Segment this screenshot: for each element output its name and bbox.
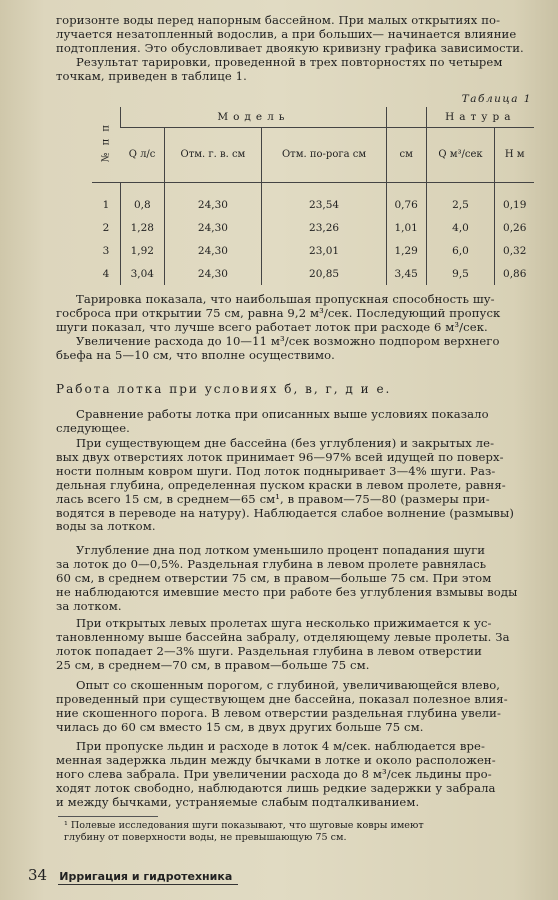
text-line: воды за лотком. (56, 519, 156, 534)
text-line: Тарировка показала, что наибольшая пропускная способность шу- (76, 292, 495, 306)
journal-title: Ирригация и гидротехника (59, 870, 233, 883)
table-row: 1 0,8 24,30 23,54 0,76 2,5 0,19 (92, 183, 534, 217)
col-header: Н м (495, 128, 534, 183)
text-line: менная задержка льдин между бычками в лотке и около расположен- (56, 752, 496, 767)
text-line: шуги показал, что лучше всего работает лоток при расходе 6 м³/сек. (56, 319, 488, 334)
text-line: Результат тарировки, проведенной в трех повторностях по четырем (76, 54, 503, 69)
text-line: При открытых левых пролетах шуга несколько прижимается к ус- (76, 616, 492, 630)
col-header: Q л/с (121, 128, 165, 183)
footnote (56, 820, 534, 844)
table-row: 2 1,28 24,30 23,26 1,01 4,0 0,26 (92, 216, 534, 239)
text-line: госброса при открытии 75 см, равна 9,2 м³/сек. Последующий пропуск (56, 305, 501, 320)
text-line: бьефа на 5—10 см, что вполне осуществимо. (56, 347, 335, 362)
text-line: и между бычками, устраняемые слабым подталкиванием. (56, 794, 420, 809)
col-header: Отм. г. в. см (164, 128, 262, 183)
text-line: Увеличение расхода до 10—11 м³/сек возможно подпором верхнего (76, 333, 500, 348)
num-column-header: № п п (100, 122, 112, 163)
calibration-table (92, 107, 534, 285)
paragraph-ice-floes (56, 740, 534, 810)
page-number: 34 (28, 866, 48, 884)
text-line: лась всего 15 см, в среднем—65 см¹, в правом—75—80 (размеры при- (56, 491, 490, 506)
paragraph-open-spans (56, 617, 534, 673)
paragraph-sloped-sill (56, 679, 534, 735)
table-row: 4 3,04 24,30 20,85 3,45 9,5 0,86 (92, 262, 534, 285)
table-row: 3 1,92 24,30 23,01 1,29 6,0 0,32 (92, 239, 534, 262)
text-line: подтопления. Это обусловливает двоякую кривизну графика зависимости. (56, 40, 524, 55)
footnote-line: глубину от поверхности воды, не превышающую 75 см. (64, 832, 347, 843)
text-line: ходят лоток свободно, наблюдаются лишь редкие задержки у забрала (56, 780, 496, 795)
text-line: ние скошенного порога. В левом отверстии раздельная глубина увели- (56, 705, 501, 720)
text-line: лоток попадает 2—3% шуги. Раздельная глубина в левом отверстии (56, 643, 482, 658)
text-line: Сравнение работы лотка при описанных выше условиях показало (76, 407, 489, 421)
nature-header: Натура (426, 107, 534, 128)
text-line: проведенный при существующем дне бассейна, показал полезное влия- (56, 691, 508, 706)
text-line: вых двух отверстиях лоток принимает 96—97% всей идущей по поверх- (56, 449, 504, 464)
paragraph-comparison (56, 408, 534, 436)
text-line: точкам, приведен в таблице 1. (56, 68, 247, 83)
text-line: дельная глубина, определенная пуском краски в левом пролете, равня- (56, 477, 506, 492)
text-line: 60 см, в среднем отверстии 75 см, в правом—больше 75 см. При этом (56, 570, 492, 585)
col-header: см (386, 128, 426, 183)
paragraph-existing-bottom (56, 437, 534, 534)
paragraph-capacity (56, 293, 534, 363)
footnote-divider (58, 816, 158, 817)
intro-paragraph (56, 14, 534, 84)
text-line: При существующем дне бассейна (без углубления) и закрытых ле- (76, 436, 495, 450)
text-line: лучается незатопленный водослив, а при больших— начинается влияние (56, 26, 517, 41)
text-line: 25 см, в среднем—70 см, в правом—больше 75 см. (56, 657, 370, 672)
page-footer (28, 866, 232, 884)
text-line: Опыт со скошенным порогом, с глубиной, увеличивающейся влево, (76, 678, 501, 692)
text-line: за лоток до 0—0,5%. Раздельная глубина в левом пролете равнялась (56, 556, 487, 571)
text-line: При пропуске льдин и расходе в лоток 4 м/сек. наблюдается вре- (76, 739, 485, 753)
text-line: горизонте воды перед напорным бассейном. При малых открытиях по- (56, 13, 501, 27)
text-line: не наблюдаются имевшие место при работе без углубления взмывы воды (56, 584, 518, 599)
table-caption: Таблица 1 (461, 93, 532, 105)
text-line: Углубление дна под лотком уменьшило процент попадания шуги (76, 543, 486, 557)
footer-divider (58, 884, 238, 885)
paragraph-deepening (56, 544, 534, 614)
model-header: Модель (121, 107, 387, 128)
text-line: ности полным ковром шуги. Под лоток подныривает 3—4% шуги. Раз- (56, 463, 496, 478)
text-line: чилась до 60 см вместо 15 см, в двух других больше 75 см. (56, 719, 424, 734)
text-line: водятся в переводе на натуру). Наблюдается слабое волнение (размывы) (56, 505, 514, 520)
footnote-line: ¹ Полевые исследования шуги показывают, что шуговые ковры имеют (64, 820, 424, 831)
text-line: ного слева забрала. При увеличении расхода до 8 м³/сек льдины про- (56, 766, 492, 781)
section-heading: Работа лотка при условиях б, в, г, д и е. (56, 382, 392, 396)
text-line: за лотком. (56, 598, 122, 613)
col-header: Отм. по-рога см (262, 128, 387, 183)
text-line: тановленному выше бассейна забралу, отделяющему левые пролеты. За (56, 629, 510, 644)
col-header: Q м³/сек (426, 128, 495, 183)
text-line: следующее. (56, 420, 130, 435)
